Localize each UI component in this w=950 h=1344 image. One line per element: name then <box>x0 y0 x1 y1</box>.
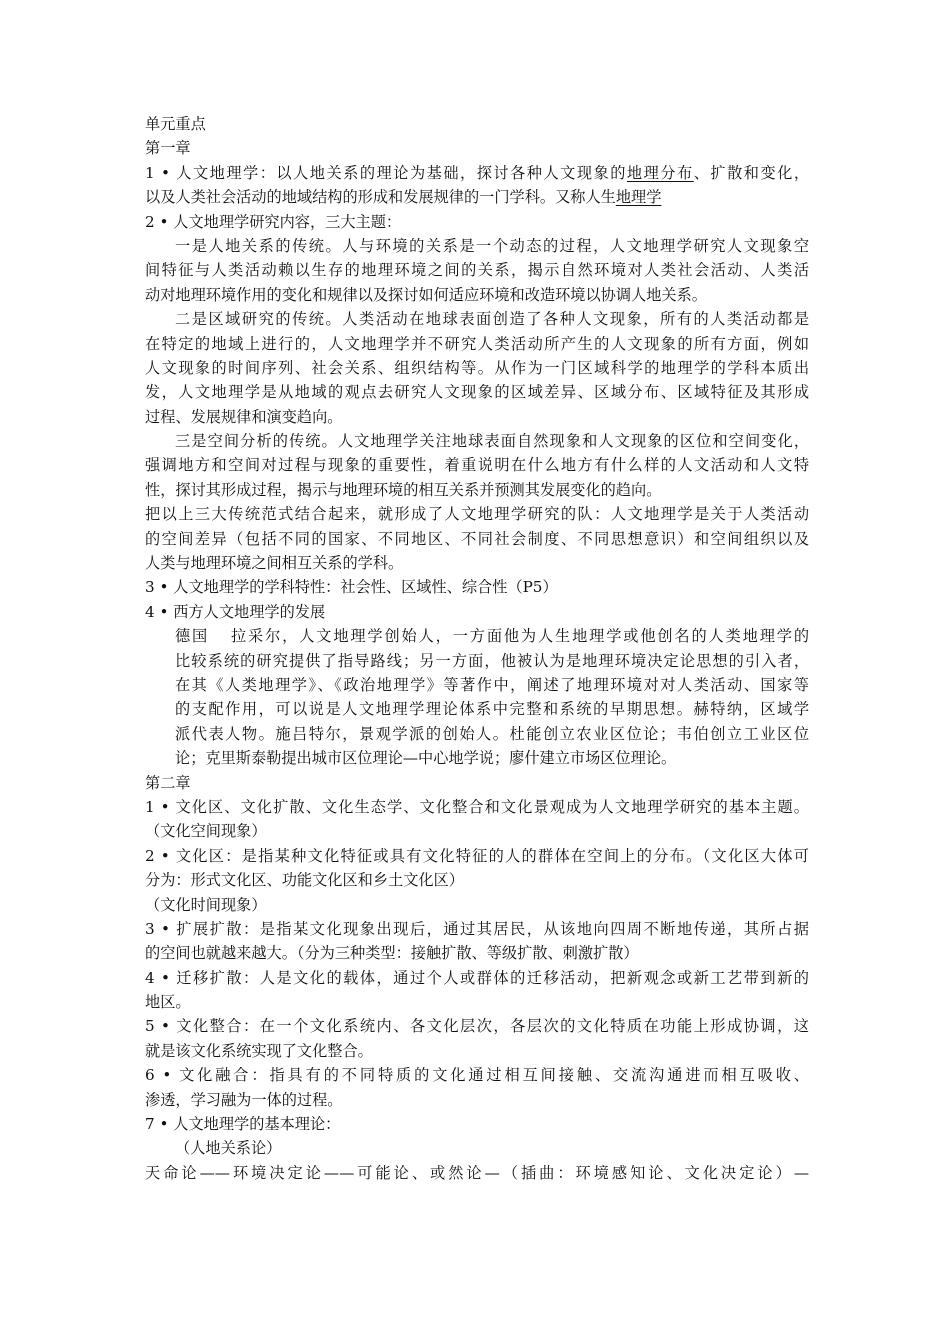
ch2-item-6-line: 6 • 文化融合：指具有的不同特质的文化通过相互间接触、交流沟通进而相互吸收、 <box>145 1066 809 1085</box>
ch2-item-5-line: 5 • 文化整合：在一个文化系统内、各文化层次，各层次的文化特质在功能上形成协调，这 <box>145 1017 809 1036</box>
underlined-term-geography: 地理学 <box>615 188 662 207</box>
germany-line: 的支配作用，可以说是人文地理学理论体系中完整和系统的早期思想。赫特纳，区域学 <box>175 700 809 719</box>
tradition-3-line: 性，探讨其形成过程，揭示与地理环境的相互关系并预测其发展变化的趋向。 <box>145 480 662 499</box>
tradition-1-line: 动对地理环境作用的变化和规律以及探讨如何适应环境和改造环境以协调人地关系。 <box>145 285 707 304</box>
ch1-item-4-heading: 4 • 西方人文地理学的发展 <box>145 602 326 621</box>
ch1-item-1-line-1 <box>145 161 809 185</box>
tradition-2-line: 二是区域研究的传统。人类活动在地球表面创造了各种人文现象，所有的人类活动都是 <box>175 310 809 329</box>
germany-line: 派代表人物。施吕特尔，景观学派的创始人。杜能创立农业区位论；韦伯创立工业区位 <box>175 724 809 743</box>
ch2-item-1-line: 1 • 文化区、文化扩散、文化生态学、文化整合和文化景观成为人文地理学研究的基本主题。 <box>145 797 809 816</box>
ch2-item-7-heading: 7 • 人文地理学的基本理论： <box>145 1115 341 1134</box>
underlined-term-geo-distribution: 地理分布 <box>626 163 694 182</box>
ch2-item-7-line: 天命论——环境决定论——可能论、或然论—（插曲：环境感知论、文化决定论）— <box>145 1163 809 1182</box>
germany-line: 比较系统的研究提供了指导路线；另一方面，他被认为是地理环境决定论思想的引入者， <box>175 651 809 670</box>
tradition-1-line: 间特征与人类活动赖以生存的地理环境之间的关系，揭示自然环境对人类社会活动、人类活 <box>145 261 809 280</box>
germany-line <box>145 624 809 648</box>
ch2-item-3-line: 3 • 扩展扩散：是指某文化现象出现后，通过其居民，从该地向四周不断地传递，其所占据 <box>145 919 809 938</box>
tradition-2-line: 过程、发展规律和演变趋向。 <box>145 407 343 426</box>
ch2-note: （文化时间现象） <box>145 895 267 914</box>
chapter-2-heading: 第二章 <box>145 773 191 792</box>
summary-line: 的空间差异（包括不同的国家、不同地区、不同社会制度、不同思想意识）和空间组织以及 <box>145 529 809 548</box>
tradition-3-line: 强调地方和空间对过程与现象的重要性，着重说明在什么地方有什么样的人文活动和人文特 <box>145 456 809 475</box>
ch2-item-1-line: （文化空间现象） <box>145 822 267 841</box>
ch2-item-5-line: 就是该文化系统实现了文化整合。 <box>145 1041 373 1060</box>
summary-line: 人类与地理环境之间相互关系的学科。 <box>145 554 404 573</box>
ch2-item-2-line: 分为：形式文化区、功能文化区和乡土文化区） <box>145 871 464 890</box>
tradition-2-line: 发，人文地理学是从地域的观点去研究人文现象的区域差异、区域分布、区域特征及其形成 <box>145 383 809 402</box>
germany-label: 德国 <box>175 627 210 646</box>
tradition-3-line: 三是空间分析的传统。人文地理学关注地球表面自然现象和人文现象的区位和空间变化， <box>175 432 809 451</box>
text-span: 、扩散和变化， <box>693 163 810 182</box>
ch1-item-1-line-2 <box>145 185 809 209</box>
doc-title: 单元重点 <box>145 115 206 133</box>
ch1-item-2-heading: 2 • 人文地理学研究内容，三大主题： <box>145 212 402 231</box>
germany-line: 论；克里斯泰勒提出城市区位理论—中心地学说；廖什建立市场区位理论。 <box>175 749 677 768</box>
ch2-item-4-line: 4 • 迁移扩散：人是文化的载体，通过个人或群体的迁移活动，把新观念或新工艺带到新的 <box>145 968 809 987</box>
ch2-item-7-subheading: （人地关系论） <box>175 1139 282 1158</box>
summary-line: 把以上三大传统范式结合起来，就形成了人文地理学研究的队：人文地理学是关于人类活动 <box>145 505 809 524</box>
document-page <box>145 112 809 1185</box>
tradition-2-line: 在特定的地域上进行的，人文地理学并不研究人类活动所产生的人文现象的所有方面，例如 <box>145 334 809 353</box>
ch1-item-3: 3 • 人文地理学的学科特性：社会性、区域性、综合性（P5） <box>145 578 558 597</box>
ch2-item-2-line: 2 • 文化区：是指某种文化特征或具有文化特征的人的群体在空间上的分布。（文化区大体可 <box>145 846 809 865</box>
tradition-2-line: 人文现象的时间序列、社会关系、组织结构等。从作为一门区域科学的地理学的学科本质出 <box>145 358 809 377</box>
text-span: 拉采尔，人文地理学创始人，一方面他为人生地理学或他创名的人类地理学的 <box>229 627 810 646</box>
ch2-item-6-line: 渗透，学习融为一体的过程。 <box>145 1090 343 1109</box>
text-span: 1 • 人文地理学：以人地关系的理论为基础，探讨各种人文现象的 <box>145 163 627 182</box>
germany-line: 在其《人类地理学》、《政治地理学》等著作中，阐述了地理环境对对人类活动、国家等 <box>175 675 809 694</box>
text-span: 以及人类社会活动的地域结构的形成和发展规律的一门学科。又称人生 <box>145 188 616 207</box>
ch2-item-4-line: 地区。 <box>145 993 191 1012</box>
chapter-1-heading: 第一章 <box>145 139 191 158</box>
tradition-1-line: 一是人地关系的传统。人与环境的关系是一个动态的过程，人文地理学研究人文现象空 <box>175 236 809 255</box>
ch2-item-3-line: 的空间也就越来越大。（分为三种类型：接触扩散、等级扩散、刺激扩散） <box>145 944 639 963</box>
